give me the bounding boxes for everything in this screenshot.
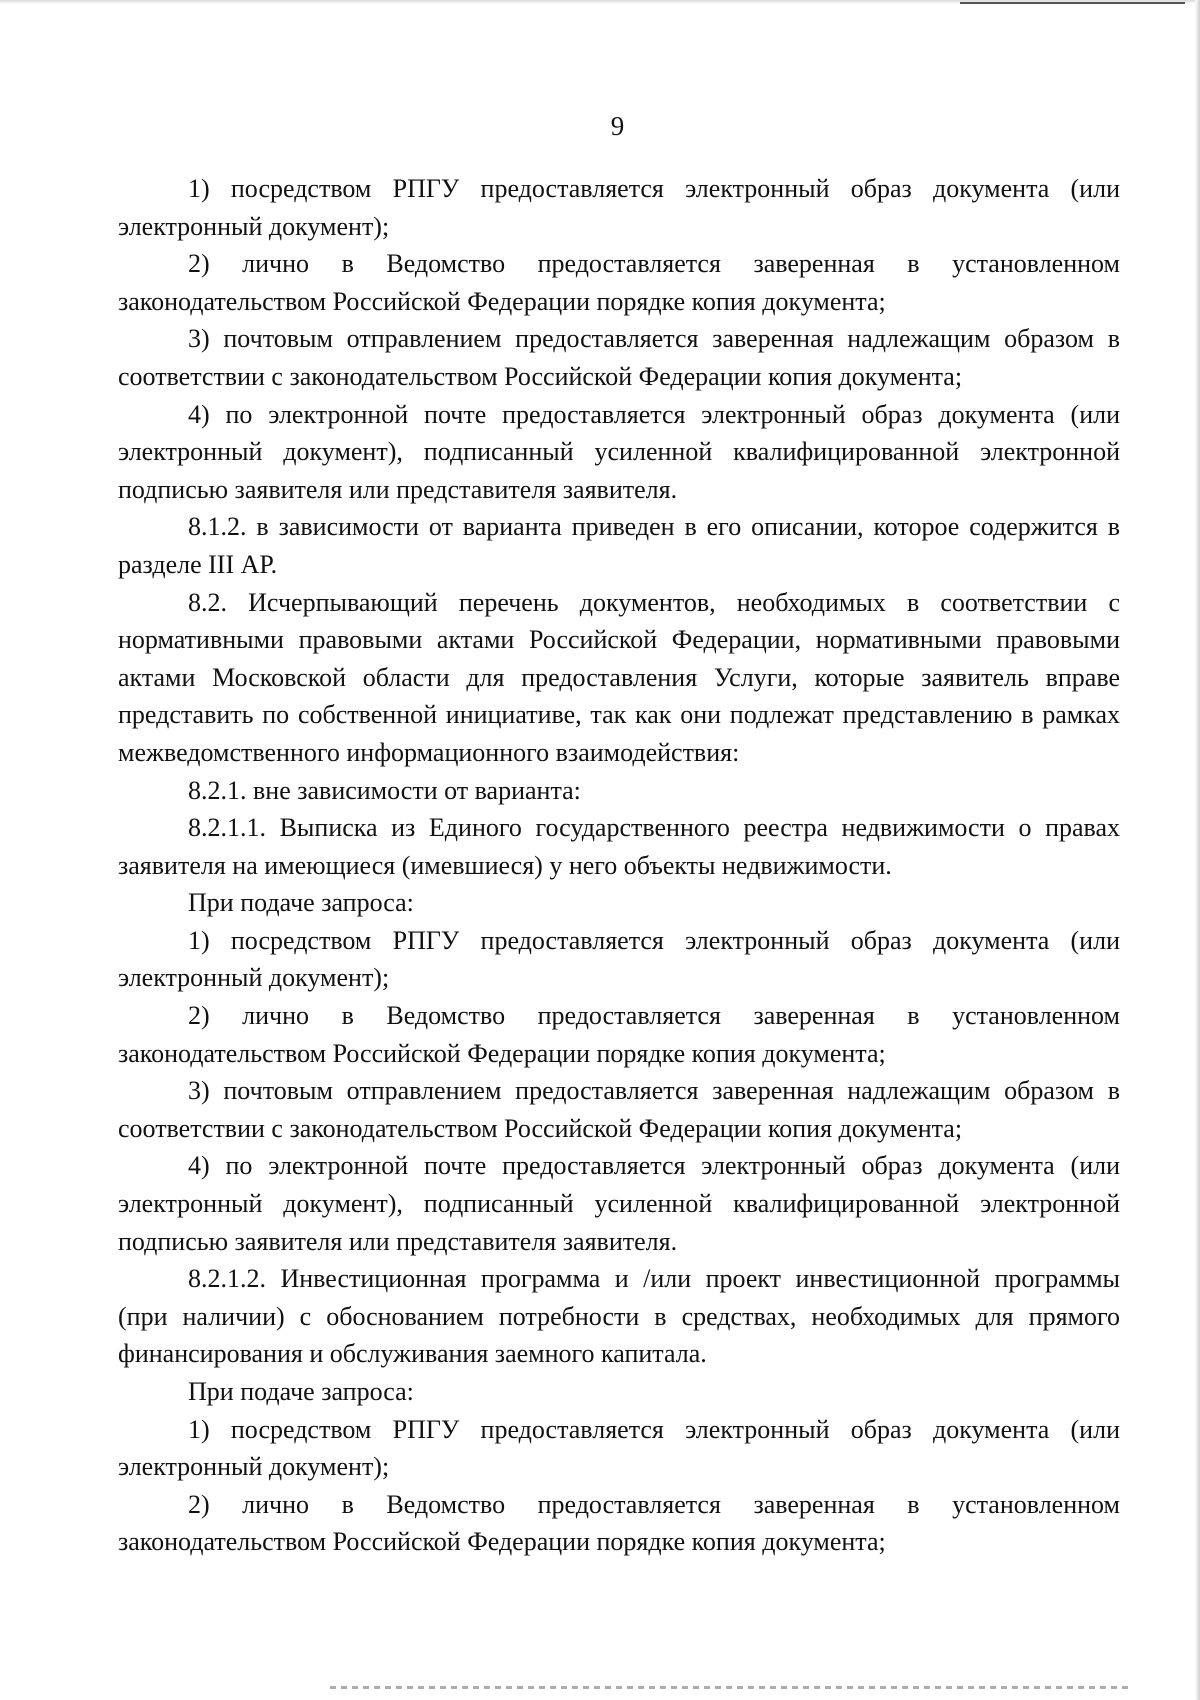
page-number: 9 [610, 111, 625, 141]
paragraph-8-2-1: 8.2.1. вне зависимости от варианта: [188, 775, 581, 805]
paragraph-item-3-mail: 3) почтовым отправлением предоставляется заверенная надлежащим образом в соответствии с законодательством Российской Федерации копия документа; [118, 1076, 1120, 1143]
document-body [118, 170, 1120, 1561]
paragraph-item-1-rpgu: 1) посредством РПГУ предоставляется электронный образ документа (или электронный документ); [118, 925, 1120, 993]
paragraph-item-1-rpgu: 1) посредством РПГУ предоставляется электронный образ документа (или электронный документ); [118, 174, 1120, 241]
scan-bottom-artifact [330, 1686, 1130, 1689]
paragraph-item-2-in-person: 2) лично в Ведомство предоставляется заверенная в установленном законодательством Российской Федерации порядке копия документа; [118, 1001, 1120, 1068]
top-rule [960, 2, 1185, 4]
paragraph-8-2-1-2: 8.2.1.2. Инвестиционная программа и /или проект инвестиционной программы (при наличии) с обоснованием потребности в средствах, необходимых для прямого финансирования и обслуживания заемного капитала. [118, 1264, 1120, 1369]
paragraph-item-1-rpgu: 1) посредством РПГУ предоставляется электронный образ документа (или электронный документ); [118, 1414, 1120, 1482]
paragraph-8-2: 8.2. Исчерпывающий перечень документов, необходимых в соответствии с нормативными правовыми актами Российской Федерации, нормативными правовыми актами Московской области для предоставления Услуги, которые заявитель вправе представить по собственной инициативе, так как они подлежат представлению в рамках межведомственного информационного взаимодействия: [118, 587, 1120, 767]
paragraph-item-4-email: 4) по электронной почте предоставляется электронный образ документа (или электронный документ), подписанный усиленной квалифицированной электронной подписью заявителя или представителя заявителя. [118, 1151, 1120, 1256]
paragraph-item-4-email: 4) по электронной почте предоставляется электронный образ документа (или электронный документ), подписанный усиленной квалифицированной электронной подписью заявителя или представителя заявителя. [118, 399, 1120, 504]
paragraph-item-3-mail: 3) почтовым отправлением предоставляется заверенная надлежащим образом в соответствии с законодательством Российской Федерации копия документа; [118, 324, 1120, 391]
paragraph-submission-heading: При подаче запроса: [188, 888, 414, 918]
paragraph-8-1-2: 8.1.2. в зависимости от варианта приведен в его описании, которое содержится в разделе III АР. [118, 512, 1120, 579]
paragraph-item-2-in-person: 2) лично в Ведомство предоставляется заверенная в установленном законодательством Российской Федерации порядке копия документа; [118, 249, 1120, 316]
paragraph-8-2-1-1: 8.2.1.1. Выписка из Единого государственного реестра недвижимости о правах заявителя на имеющиеся (имевшиеся) у него объекты недвижимости. [118, 813, 1120, 880]
scan-edge-right [1195, 0, 1200, 1700]
paragraph-item-2-in-person: 2) лично в Ведомство предоставляется заверенная в установленном законодательством Российской Федерации порядке копия документа; [118, 1489, 1120, 1557]
paragraph-submission-heading: При подаче запроса: [188, 1377, 414, 1406]
